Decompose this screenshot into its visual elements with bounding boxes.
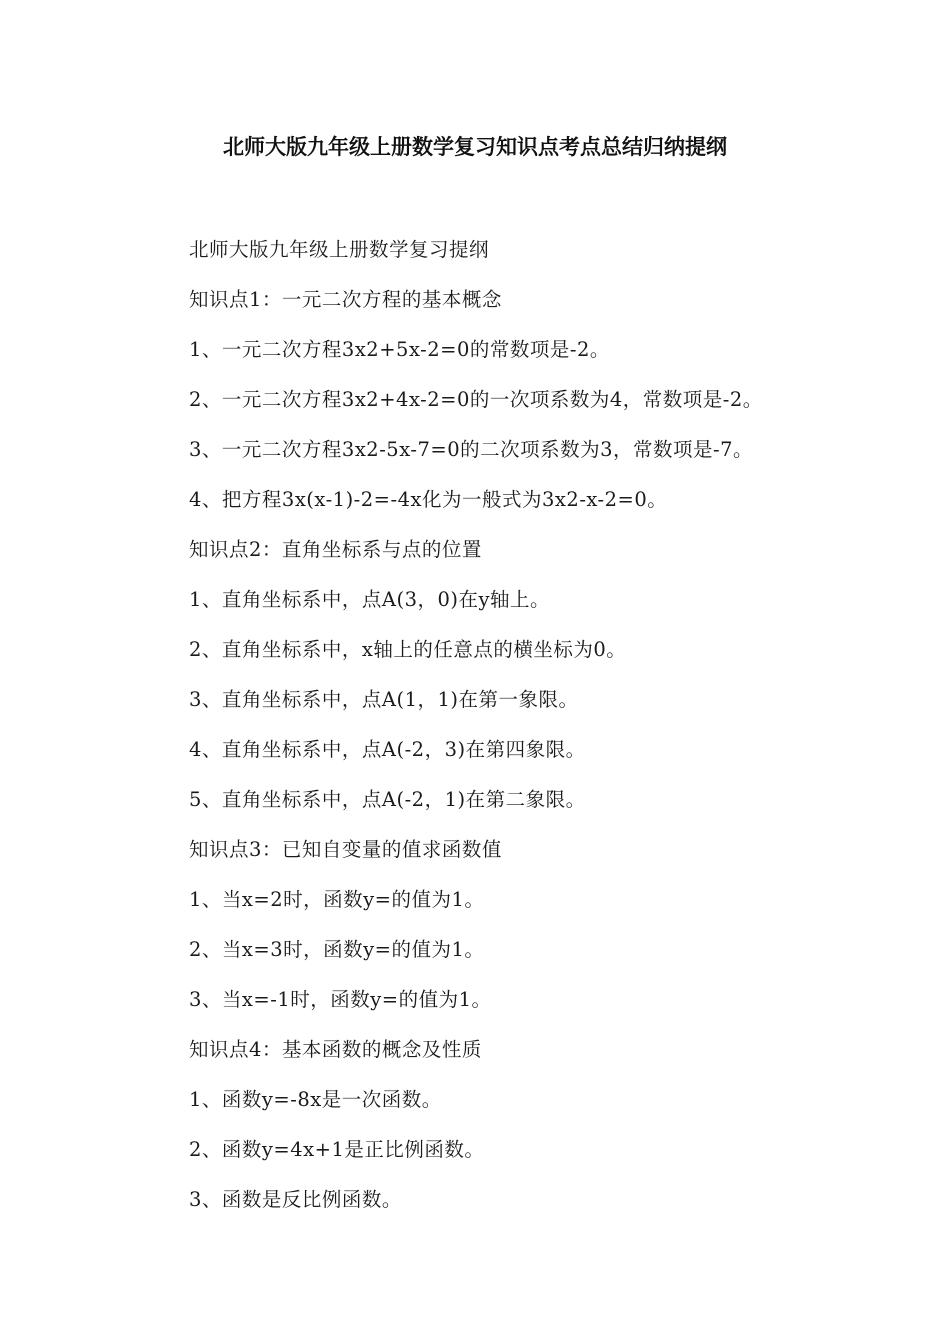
text-line: 2、一元二次方程3x2+4x-2=0的一次项系数为4，常数项是-2。 bbox=[189, 388, 763, 411]
text-line: 4、把方程3x(x-1)-2=-4x化为一般式为3x2-x-2=0。 bbox=[189, 488, 668, 511]
text-line: 2、直角坐标系中，x轴上的任意点的横坐标为0。 bbox=[189, 638, 627, 661]
text-line: 1、一元二次方程3x2+5x-2=0的常数项是-2。 bbox=[189, 338, 610, 361]
text-line: 1、直角坐标系中，点A(3，0)在y轴上。 bbox=[189, 588, 551, 611]
text-line: 4、直角坐标系中，点A(-2，3)在第四象限。 bbox=[189, 738, 586, 761]
section-heading-3: 知识点3：已知自变量的值求函数值 bbox=[189, 838, 502, 861]
text-line: 2、函数y=4x+1是正比例函数。 bbox=[189, 1138, 485, 1161]
section-heading-1: 知识点1：一元二次方程的基本概念 bbox=[189, 288, 502, 311]
text-line: 2、当x=3时，函数y=的值为1。 bbox=[189, 938, 485, 961]
text-line: 1、当x=2时，函数y=的值为1。 bbox=[189, 888, 485, 911]
document-body bbox=[189, 235, 929, 1235]
section-heading-4: 知识点4：基本函数的概念及性质 bbox=[189, 1038, 482, 1061]
page-title: 北师大版九年级上册数学复习知识点考点总结归纳提纲 bbox=[223, 135, 727, 159]
section-heading-2: 知识点2：直角坐标系与点的位置 bbox=[189, 538, 482, 561]
text-line: 5、直角坐标系中，点A(-2，1)在第二象限。 bbox=[189, 788, 586, 811]
text-line: 3、函数是反比例函数。 bbox=[189, 1188, 402, 1211]
text-line: 3、一元二次方程3x2-5x-7=0的二次项系数为3，常数项是-7。 bbox=[189, 438, 754, 461]
text-line: 3、当x=-1时，函数y=的值为1。 bbox=[189, 988, 492, 1011]
subtitle-line: 北师大版九年级上册数学复习提纲 bbox=[189, 238, 490, 261]
text-line: 1、函数y=-8x是一次函数。 bbox=[189, 1088, 442, 1111]
text-line: 3、直角坐标系中，点A(1，1)在第一象限。 bbox=[189, 688, 579, 711]
